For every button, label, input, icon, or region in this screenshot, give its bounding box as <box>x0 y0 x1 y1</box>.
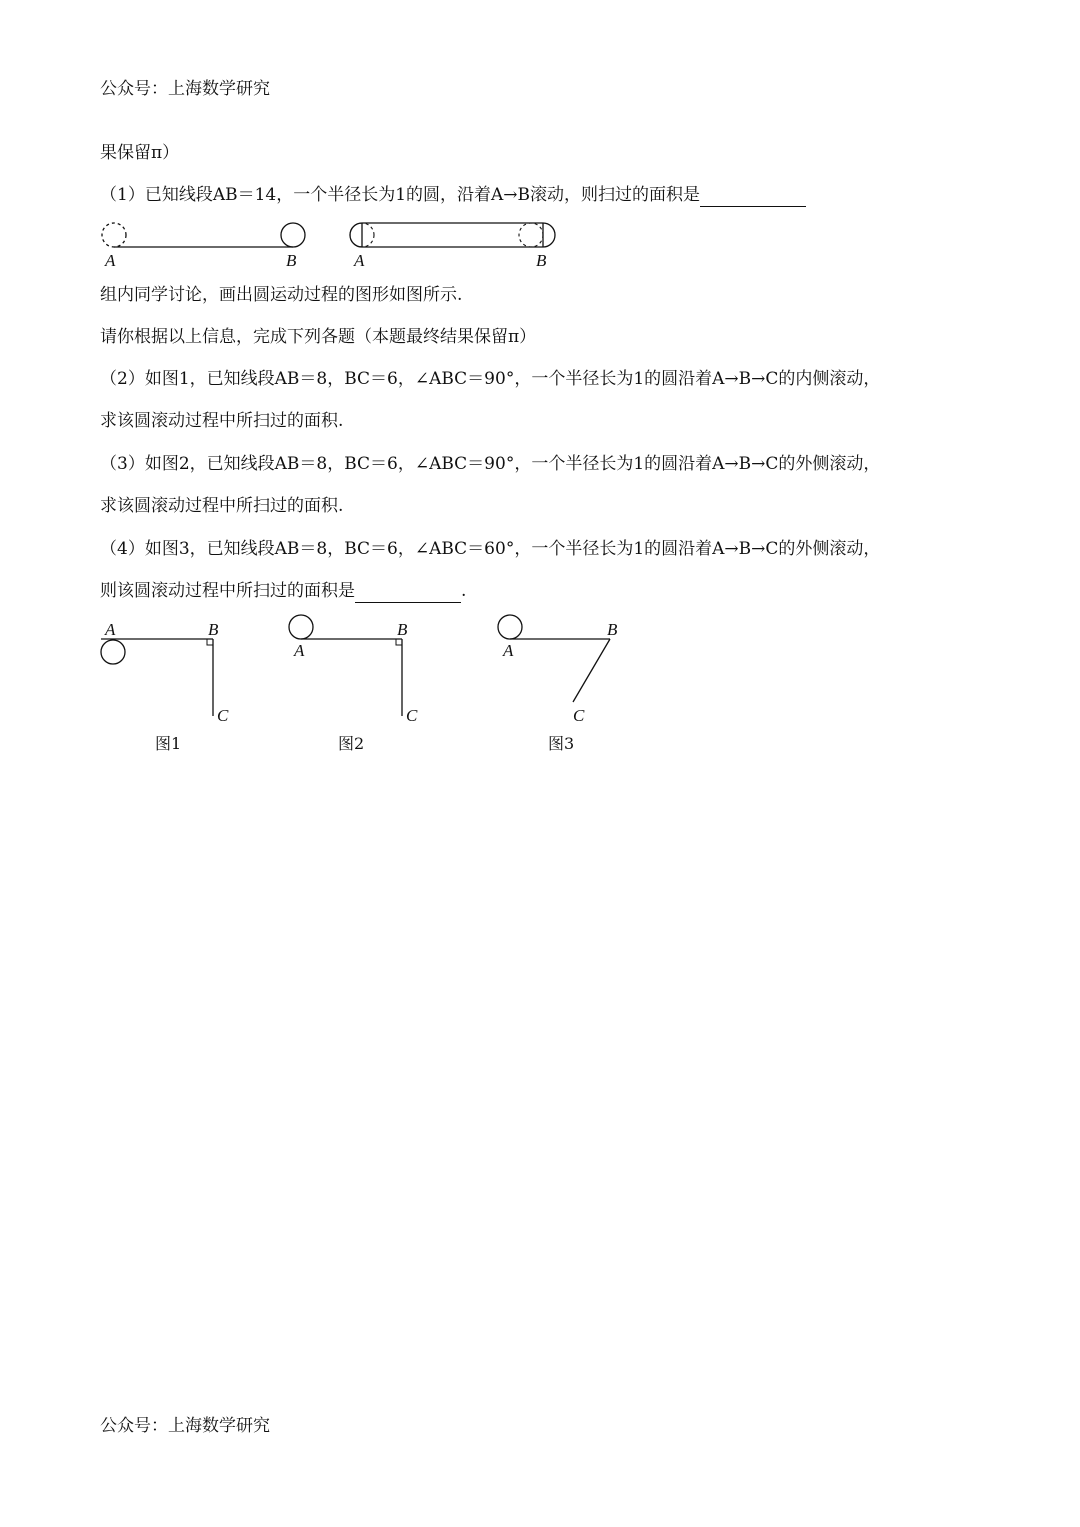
page-footer: 公众号：上海数学研究 <box>100 1416 270 1436</box>
dashed-circle-b <box>519 223 543 247</box>
fig2-label-b: B <box>397 620 408 639</box>
figure-2 <box>289 615 418 753</box>
swept-region-outline <box>350 223 555 247</box>
fig1-label-a: A <box>105 620 116 639</box>
question-1 <box>100 184 806 207</box>
fig2-caption: 图2 <box>338 734 365 753</box>
fig1-circle <box>101 640 125 664</box>
fig3-label-a: A <box>503 641 514 660</box>
fig1-label-c: C <box>217 706 229 725</box>
figures-1-3 <box>95 610 635 760</box>
fig1-right-angle-mark <box>207 639 213 645</box>
fig2-label-c: C <box>406 706 418 725</box>
figure-3 <box>498 615 618 753</box>
fig3-segment-bc <box>573 639 610 702</box>
page-header: 公众号：上海数学研究 <box>100 79 270 99</box>
label-a-right: A <box>354 251 365 270</box>
question-4-line-2 <box>100 580 466 603</box>
fig2-circle <box>289 615 313 639</box>
fig1-label-b: B <box>208 620 219 639</box>
label-b-right: B <box>536 251 547 270</box>
fig3-caption: 图3 <box>548 734 575 753</box>
question-4-line-1: （4）如图3，已知线段AB＝8，BC＝6，∠ABC＝60°，一个半径长为1的圆沿着A→B→C的外侧滚动， <box>100 539 881 559</box>
dashed-circle-start <box>102 223 126 247</box>
figure-1 <box>101 620 229 753</box>
question-3-line-1: （3）如图2，已知线段AB＝8，BC＝6，∠ABC＝90°，一个半径长为1的圆沿着A→B→C的外侧滚动， <box>100 454 881 474</box>
question-3-line-2: 求该圆滚动过程中所扫过的面积. <box>100 496 344 516</box>
question-4-text: 则该圆滚动过程中所扫过的面积是 <box>100 581 355 601</box>
fig2-label-a: A <box>294 641 305 660</box>
question-2-line-1: （2）如图1，已知线段AB＝8，BC＝6，∠ABC＝90°，一个半径长为1的圆沿着A→B→C的内侧滚动， <box>100 369 881 389</box>
question-1-text: （1）已知线段AB＝14，一个半径长为1的圆，沿着A→B滚动，则扫过的面积是 <box>100 185 701 205</box>
circle-end <box>281 223 305 247</box>
label-a-left: A <box>105 251 116 270</box>
fig3-circle <box>498 615 522 639</box>
fig2-right-angle-mark <box>396 639 402 645</box>
fig3-label-b: B <box>607 620 618 639</box>
answer-blank-1[interactable] <box>700 184 806 207</box>
text-line-continuation: 果保留π） <box>100 143 180 163</box>
fig3-label-c: C <box>573 706 585 725</box>
text-discussion: 组内同学讨论，画出圆运动过程的图形如图所示. <box>100 285 463 305</box>
figure-rolling-segment <box>90 215 570 271</box>
fig1-caption: 图1 <box>155 734 182 753</box>
answer-blank-4[interactable] <box>355 580 461 603</box>
question-2-line-2: 求该圆滚动过程中所扫过的面积. <box>100 411 344 431</box>
label-b-left: B <box>286 251 297 270</box>
question-4-period: . <box>461 581 467 601</box>
text-instruction: 请你根据以上信息，完成下列各题（本题最终结果保留π） <box>100 327 537 347</box>
